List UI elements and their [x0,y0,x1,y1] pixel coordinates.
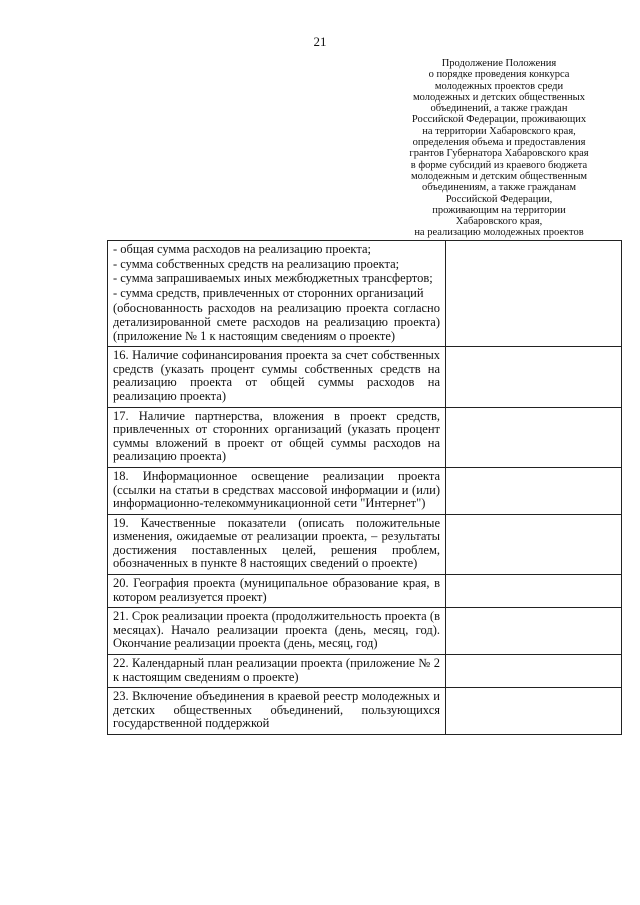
criteria-cell: 20. География проекта (муниципальное образование края, в котором реализуется проект) [108,575,446,608]
header-line: объединений, а также граждан [430,103,568,115]
header-line: о порядке проведения конкурса [428,69,570,81]
criteria-table [107,240,622,735]
header-line: на территории Хабаровского края, [422,125,576,137]
header-line: Российской Федерации, проживающих [411,114,587,126]
criteria-cell: 19. Качественные показатели (описать положительные изменения, ожидаемые от реализации проекта, – результаты достижения поставленных целей, решения проблем, обозначенных в пункте 8 настоящих сведений о проекте) [108,514,446,574]
table-row [108,575,622,608]
value-cell [446,655,622,688]
list-item: - сумма запрашиваемых иных межбюджетных трансфертов; [113,271,433,286]
header-line: проживающим на территории [432,204,566,216]
criteria-cell: 17. Наличие партнерства, вложения в проект средств, привлеченных от сторонних организаций (указать процент суммы вложений в проект от общей суммы расходов на реализацию проекта) [108,407,446,467]
criteria-cell: 23. Включение объединения в краевой реестр молодежных и детских общественных объединений, пользующихся государственной поддержкой [108,688,446,735]
list-item: - сумма собственных средств на реализацию проекта; [113,256,400,271]
header-line: определения объема и предоставления [412,137,586,149]
header-line: молодежных проектов среди [434,80,564,92]
header-line: Российской Федерации, [445,193,553,205]
table-row [108,241,622,347]
list-item: - сумма средств, привлеченных от сторонних организаций [113,285,424,300]
value-cell [446,514,622,574]
criteria-cell [108,241,446,347]
header-line: в форме субсидий из краевого бюджета [410,159,588,171]
header-line: Продолжение Положения [441,58,557,69]
header-line: молодежным и детским общественным [410,170,588,182]
table-row [108,514,622,574]
table-row [108,347,622,407]
header-line: объединениям, а также гражданам [421,182,577,194]
table-row [108,467,622,514]
cell-note: (обоснованность расходов на реализацию проекта согласно детализированной смете расходов на реализацию проекта) (приложение № 1 к настоящим сведениям о проекте) [113,301,440,343]
table-row [108,688,622,735]
header-note [388,58,610,239]
criteria-cell: 16. Наличие софинансирования проекта за счет собственных средств (указать процент суммы собственных средств на реализацию проекта от общей суммы расходов на реализацию проекта) [108,347,446,407]
table-row [108,655,622,688]
value-cell [446,407,622,467]
value-cell [446,467,622,514]
header-line: грантов Губернатора Хабаровского края [409,148,589,160]
header-line: молодежных и детских общественных [413,91,585,103]
criteria-cell: 22. Календарный план реализации проекта (приложение № 2 к настоящим сведениям о проекте) [108,655,446,688]
list-item: - общая сумма расходов на реализацию проекта; [113,242,371,256]
criteria-cell: 18. Информационное освещение реализации проекта (ссылки на статьи в средствах массовой информации и (или) информационно-телекоммуникационной сети "Интернет") [108,467,446,514]
page-number: 21 [313,34,327,49]
value-cell [446,575,622,608]
table-row [108,608,622,655]
criteria-cell: 21. Срок реализации проекта (продолжительность проекта (в месяцах). Начало реализации проекта (день, месяц, год). Окончание реализации проекта (день, месяц, год) [108,608,446,655]
value-cell [446,347,622,407]
value-cell [446,688,622,735]
header-line: Хабаровского края, [455,216,543,228]
value-cell [446,608,622,655]
table-row [108,407,622,467]
header-line: на реализацию молодежных проектов [414,227,584,239]
value-cell [446,241,622,347]
